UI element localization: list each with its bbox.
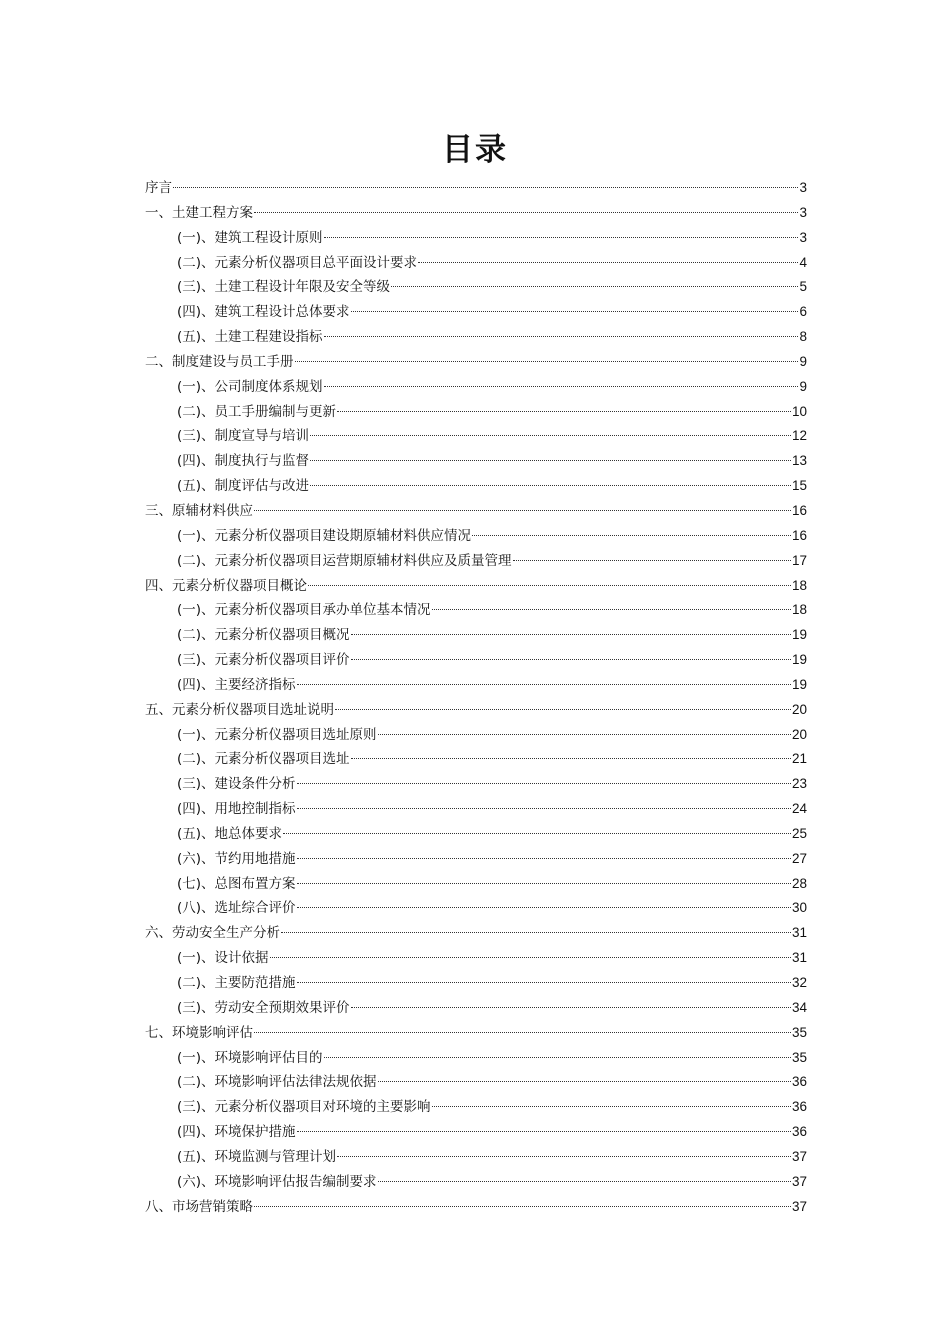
toc-page-number: 35	[791, 1024, 807, 1040]
toc-page-number: 16	[791, 527, 807, 543]
toc-page-number: 25	[791, 825, 807, 841]
dot-leader	[254, 1206, 791, 1207]
toc-page-number: 10	[791, 403, 807, 419]
toc-subsection-entry[interactable]	[145, 822, 807, 847]
dot-leader	[297, 858, 791, 859]
toc-page-number: 35	[791, 1049, 807, 1065]
toc-subsection-entry[interactable]	[145, 1145, 807, 1170]
toc-page-number: 27	[791, 850, 807, 866]
toc-subsection-entry[interactable]	[145, 598, 807, 623]
dot-leader	[254, 212, 798, 213]
toc-subsection-entry[interactable]	[145, 325, 807, 350]
dot-leader	[297, 783, 791, 784]
toc-entry-title: (四)、用地控制指标	[177, 801, 296, 818]
dot-leader	[283, 833, 791, 834]
toc-entry-title: (二)、元素分析仪器项目总平面设计要求	[177, 254, 418, 271]
toc-page-number: 8	[799, 329, 807, 345]
toc-entry-title: (五)、环境监测与管理计划	[177, 1148, 337, 1165]
toc-page-number: 36	[791, 1074, 807, 1090]
toc-entry-title: 八、市场营销策略	[145, 1198, 253, 1215]
dot-leader	[418, 262, 798, 263]
dot-leader	[351, 758, 791, 759]
toc-page-number: 13	[791, 453, 807, 469]
toc-section-entry[interactable]	[145, 921, 807, 946]
toc-page-number: 18	[791, 602, 807, 618]
toc-entry-title: 二、制度建设与员工手册	[145, 353, 294, 370]
toc-page-number: 9	[799, 353, 807, 369]
toc-subsection-entry[interactable]	[145, 449, 807, 474]
toc-page-number: 6	[799, 304, 807, 320]
toc-entry-title: (四)、环境保护措施	[177, 1124, 296, 1141]
toc-section-entry[interactable]	[145, 1195, 807, 1220]
toc-entry-title: 序言	[145, 180, 172, 196]
toc-page-number: 37	[791, 1173, 807, 1189]
toc-entry-title: 六、劳动安全生产分析	[145, 925, 280, 942]
toc-section-entry[interactable]	[145, 574, 807, 599]
toc-page-number: 19	[791, 676, 807, 692]
dot-leader	[297, 808, 791, 809]
toc-subsection-entry[interactable]	[145, 623, 807, 648]
toc-subsection-entry[interactable]	[145, 1120, 807, 1145]
toc-entry-title: (一)、元素分析仪器项目建设期原辅材料供应情况	[177, 527, 472, 544]
toc-page-number: 19	[791, 652, 807, 668]
toc-page-number: 4	[799, 254, 807, 270]
dot-leader	[324, 336, 798, 337]
toc-entry-title: (二)、元素分析仪器项目选址	[177, 751, 350, 768]
toc-page-number: 9	[799, 378, 807, 394]
toc-entry-title: (三)、元素分析仪器项目对环境的主要影响	[177, 1099, 431, 1116]
toc-entry-title: (二)、环境影响评估法律法规依据	[177, 1074, 377, 1091]
dot-leader	[335, 709, 791, 710]
toc-entry-title: (三)、制度宣导与培训	[177, 428, 310, 445]
table-of-contents	[145, 176, 807, 1219]
toc-entry-title: (三)、土建工程设计年限及安全等级	[177, 279, 391, 296]
toc-subsection-entry[interactable]	[145, 226, 807, 251]
toc-entry-title: 一、土建工程方案	[145, 204, 253, 221]
toc-page-number: 20	[791, 701, 807, 717]
dot-leader	[297, 1131, 791, 1132]
toc-entry-title: 五、元素分析仪器项目选址说明	[145, 701, 334, 718]
dot-leader	[337, 411, 791, 412]
toc-subsection-entry[interactable]	[145, 847, 807, 872]
toc-subsection-entry[interactable]	[145, 971, 807, 996]
toc-section-entry[interactable]	[145, 499, 807, 524]
dot-leader	[324, 1057, 791, 1058]
toc-subsection-entry[interactable]	[145, 1070, 807, 1095]
toc-subsection-entry[interactable]	[145, 1046, 807, 1071]
toc-subsection-entry[interactable]	[145, 400, 807, 425]
toc-entry-title: (三)、元素分析仪器项目评价	[177, 652, 350, 669]
toc-entry-title: (五)、地总体要求	[177, 825, 283, 842]
toc-page-number: 17	[791, 552, 807, 568]
toc-page-number: 23	[791, 776, 807, 792]
dot-leader	[295, 361, 799, 362]
dot-leader	[173, 187, 798, 188]
toc-section-entry[interactable]	[145, 1021, 807, 1046]
toc-entry-title: (三)、建设条件分析	[177, 776, 296, 793]
toc-page-number: 31	[791, 925, 807, 941]
toc-page-number: 34	[791, 999, 807, 1015]
toc-subsection-entry[interactable]	[145, 996, 807, 1021]
toc-subsection-entry[interactable]	[145, 524, 807, 549]
dot-leader	[310, 460, 791, 461]
toc-subsection-entry[interactable]	[145, 375, 807, 400]
toc-subsection-entry[interactable]	[145, 1170, 807, 1195]
toc-subsection-entry[interactable]	[145, 251, 807, 276]
toc-entry-title: (五)、制度评估与改进	[177, 478, 310, 495]
toc-subsection-entry[interactable]	[145, 549, 807, 574]
toc-subsection-entry[interactable]	[145, 673, 807, 698]
toc-page-number: 5	[799, 279, 807, 295]
dot-leader	[351, 1007, 791, 1008]
dot-leader	[324, 386, 798, 387]
dot-leader	[351, 634, 791, 635]
toc-subsection-entry[interactable]	[145, 275, 807, 300]
toc-entry-title: 七、环境影响评估	[145, 1024, 253, 1041]
toc-page-number: 36	[791, 1099, 807, 1115]
toc-page-number: 3	[799, 180, 807, 195]
dot-leader	[281, 932, 791, 933]
toc-page-number: 3	[799, 229, 807, 245]
toc-entry-title: 三、原辅材料供应	[145, 502, 253, 519]
toc-page-number: 12	[791, 428, 807, 444]
dot-leader	[308, 585, 791, 586]
toc-entry-title: (二)、员工手册编制与更新	[177, 403, 337, 420]
dot-leader	[310, 485, 791, 486]
toc-entry-title: (三)、劳动安全预期效果评价	[177, 999, 350, 1016]
toc-page-number: 3	[799, 204, 807, 220]
dot-leader	[310, 435, 791, 436]
toc-section-entry[interactable]	[145, 350, 807, 375]
toc-subsection-entry[interactable]	[145, 300, 807, 325]
dot-leader	[513, 560, 791, 561]
toc-page-number: 16	[791, 502, 807, 518]
dot-leader	[297, 883, 791, 884]
toc-section-entry[interactable]	[145, 176, 807, 201]
toc-entry-title: (四)、主要经济指标	[177, 676, 296, 693]
toc-entry-title: (一)、公司制度体系规划	[177, 378, 323, 395]
dot-leader	[472, 535, 791, 536]
dot-leader	[351, 659, 791, 660]
dot-leader	[351, 311, 798, 312]
toc-entry-title: 四、元素分析仪器项目概论	[145, 577, 307, 594]
dot-leader	[297, 907, 791, 908]
toc-subsection-entry[interactable]	[145, 1095, 807, 1120]
toc-page-number: 15	[791, 478, 807, 494]
dot-leader	[337, 1156, 791, 1157]
toc-subsection-entry[interactable]	[145, 896, 807, 921]
page-title: 目录	[442, 132, 508, 168]
toc-page-number: 20	[791, 726, 807, 742]
toc-entry-title: (二)、主要防范措施	[177, 975, 296, 991]
toc-subsection-entry[interactable]	[145, 946, 807, 971]
dot-leader	[297, 982, 791, 983]
toc-page-number: 36	[791, 1124, 807, 1140]
dot-leader	[378, 734, 791, 735]
toc-subsection-entry[interactable]	[145, 797, 807, 822]
dot-leader	[432, 1106, 791, 1107]
toc-entry-title: (六)、环境影响评估报告编制要求	[177, 1173, 377, 1190]
toc-entry-title: (一)、设计依据	[177, 950, 269, 967]
toc-page-number: 31	[791, 950, 807, 966]
dot-leader	[254, 510, 791, 511]
toc-entry-title: (一)、元素分析仪器项目选址原则	[177, 726, 377, 743]
toc-subsection-entry[interactable]	[145, 424, 807, 449]
dot-leader	[432, 609, 791, 610]
toc-page-number: 24	[791, 801, 807, 817]
toc-page-number: 18	[791, 577, 807, 593]
toc-entry-title: (四)、建筑工程设计总体要求	[177, 304, 350, 321]
toc-entry-title: (一)、元素分析仪器项目承办单位基本情况	[177, 602, 431, 619]
toc-page-number: 19	[791, 627, 807, 643]
dot-leader	[391, 286, 798, 287]
dot-leader	[324, 237, 798, 238]
toc-subsection-entry[interactable]	[145, 872, 807, 897]
toc-section-entry[interactable]	[145, 201, 807, 226]
dot-leader	[378, 1081, 791, 1082]
toc-entry-title: (一)、环境影响评估目的	[177, 1049, 323, 1066]
toc-page-number: 37	[791, 1148, 807, 1164]
toc-subsection-entry[interactable]	[145, 474, 807, 499]
toc-subsection-entry[interactable]	[145, 747, 807, 772]
toc-section-entry[interactable]	[145, 698, 807, 723]
toc-subsection-entry[interactable]	[145, 772, 807, 797]
toc-entry-title: (五)、土建工程建设指标	[177, 329, 323, 346]
toc-entry-title: (二)、元素分析仪器项目概况	[177, 627, 350, 644]
toc-page-number: 28	[791, 875, 807, 891]
toc-page-number: 37	[791, 1198, 807, 1214]
toc-subsection-entry[interactable]	[145, 723, 807, 748]
toc-entry-title: (八)、选址综合评价	[177, 900, 296, 917]
toc-entry-title: (一)、建筑工程设计原则	[177, 229, 323, 246]
dot-leader	[270, 957, 791, 958]
toc-page-number: 32	[791, 975, 807, 990]
toc-page-number: 30	[791, 900, 807, 916]
dot-leader	[254, 1032, 791, 1033]
dot-leader	[297, 684, 791, 685]
toc-entry-title: (四)、制度执行与监督	[177, 453, 310, 470]
toc-page-number: 21	[791, 751, 807, 767]
toc-entry-title: (二)、元素分析仪器项目运营期原辅材料供应及质量管理	[177, 552, 512, 569]
toc-subsection-entry[interactable]	[145, 648, 807, 673]
dot-leader	[378, 1181, 791, 1182]
toc-entry-title: (七)、总图布置方案	[177, 875, 296, 892]
toc-entry-title: (六)、节约用地措施	[177, 850, 296, 867]
